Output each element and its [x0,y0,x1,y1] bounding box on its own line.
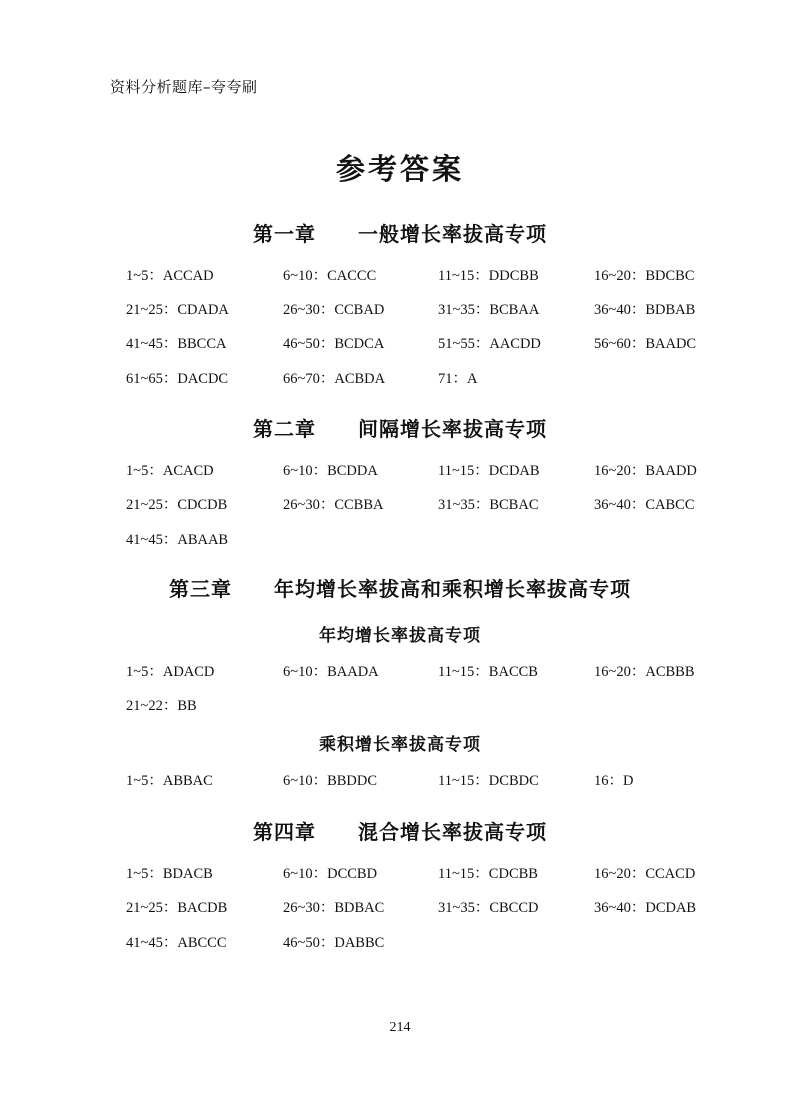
answer-cell: 21~25：CDCDB [126,497,228,513]
answer-cell: 36~40：BDBAB [594,302,696,318]
chapter-1-row-1 [0,264,800,284]
answer-cell: 21~22：BB [126,698,197,714]
page-number: 214 [389,1020,411,1035]
answer-cell: 16：D [594,773,634,789]
answer-cell: 66~70：ACBDA [283,371,386,387]
chapter-1-row-2 [0,298,800,318]
answer-cell: 41~45：ABCCC [126,935,227,951]
answer-cell: 21~25：BACDB [126,900,228,916]
answer-cell: 26~30：BDBAC [283,900,385,916]
answer-cell: 26~30：CCBAD [283,302,385,318]
answer-cell: 21~25：CDADA [126,302,229,318]
chapter-4-row-2 [0,896,800,916]
answer-cell: 11~15：DCBDC [438,773,539,789]
chapter-4-row-3 [0,931,800,951]
chapter-3-sub-2-row-1 [0,769,800,789]
answer-cell: 11~15：CDCBB [438,866,538,882]
answer-cell: 31~35：CBCCD [438,900,539,916]
answer-cell: 6~10：CACCC [283,268,377,284]
chapter-4-row-1 [0,862,800,882]
answer-cell: 16~20：BDCBC [594,268,695,284]
page-title: 参考答案 [335,152,464,186]
answer-cell: 41~45：ABAAB [126,532,229,548]
answer-cell: 46~50：DABBC [283,935,385,951]
answer-cell: 6~10：BCDDA [283,463,378,479]
page-header: 资料分析题库–夸夸刷 [110,78,258,96]
chapter-1-row-3 [0,332,800,352]
chapter-1-title: 第一章 一般增长率拔高专项 [253,222,547,246]
chapter-2-row-1 [0,459,800,479]
answer-cell: 6~10：BBDDC [283,773,378,789]
answer-cell: 16~20：CCACD [594,866,696,882]
answer-cell: 16~20：ACBBB [594,664,695,680]
answer-cell: 1~5：ACCAD [126,268,214,284]
answer-cell: 56~60：BAADC [594,336,697,352]
answer-cell: 31~35：BCBAA [438,302,540,318]
answer-cell: 6~10：DCCBD [283,866,378,882]
answer-cell: 1~5：ABBAC [126,773,213,789]
answer-cell: 11~15：DCDAB [438,463,540,479]
answer-cell: 1~5：ADACD [126,664,215,680]
chapter-3-sub-1-row-2 [0,694,800,714]
answer-cell: 1~5：BDACB [126,866,213,882]
answer-cell: 11~15：DDCBB [438,268,539,284]
answer-cell: 36~40：DCDAB [594,900,697,916]
chapter-3-subsection-2-title: 乘积增长率拔高专项 [319,735,481,755]
chapter-3-sub-1-row-1 [0,660,800,680]
answer-cell: 1~5：ACACD [126,463,214,479]
chapter-3-subsection-1-title: 年均增长率拔高专项 [319,626,481,646]
answer-cell: 26~30：CCBBA [283,497,384,513]
chapter-2-row-2 [0,493,800,513]
answer-cell: 61~65：DACDC [126,371,229,387]
chapter-1-row-4 [0,367,800,387]
answer-cell: 31~35：BCBAC [438,497,539,513]
answer-cell: 16~20：BAADD [594,463,697,479]
chapter-2-title: 第二章 间隔增长率拔高专项 [253,417,547,441]
answer-cell: 6~10：BAADA [283,664,379,680]
answer-cell: 36~40：CABCC [594,497,695,513]
chapter-3-title: 第三章 年均增长率拔高和乘积增长率拔高专项 [169,577,631,601]
chapter-2-row-3 [0,528,800,548]
answer-cell: 46~50：BCDCA [283,336,385,352]
answer-cell: 11~15：BACCB [438,664,538,680]
answer-cell: 71：A [438,371,478,387]
answer-cell: 41~45：BBCCA [126,336,227,352]
chapter-4-title: 第四章 混合增长率拔高专项 [253,820,547,844]
answer-cell: 51~55：AACDD [438,336,541,352]
